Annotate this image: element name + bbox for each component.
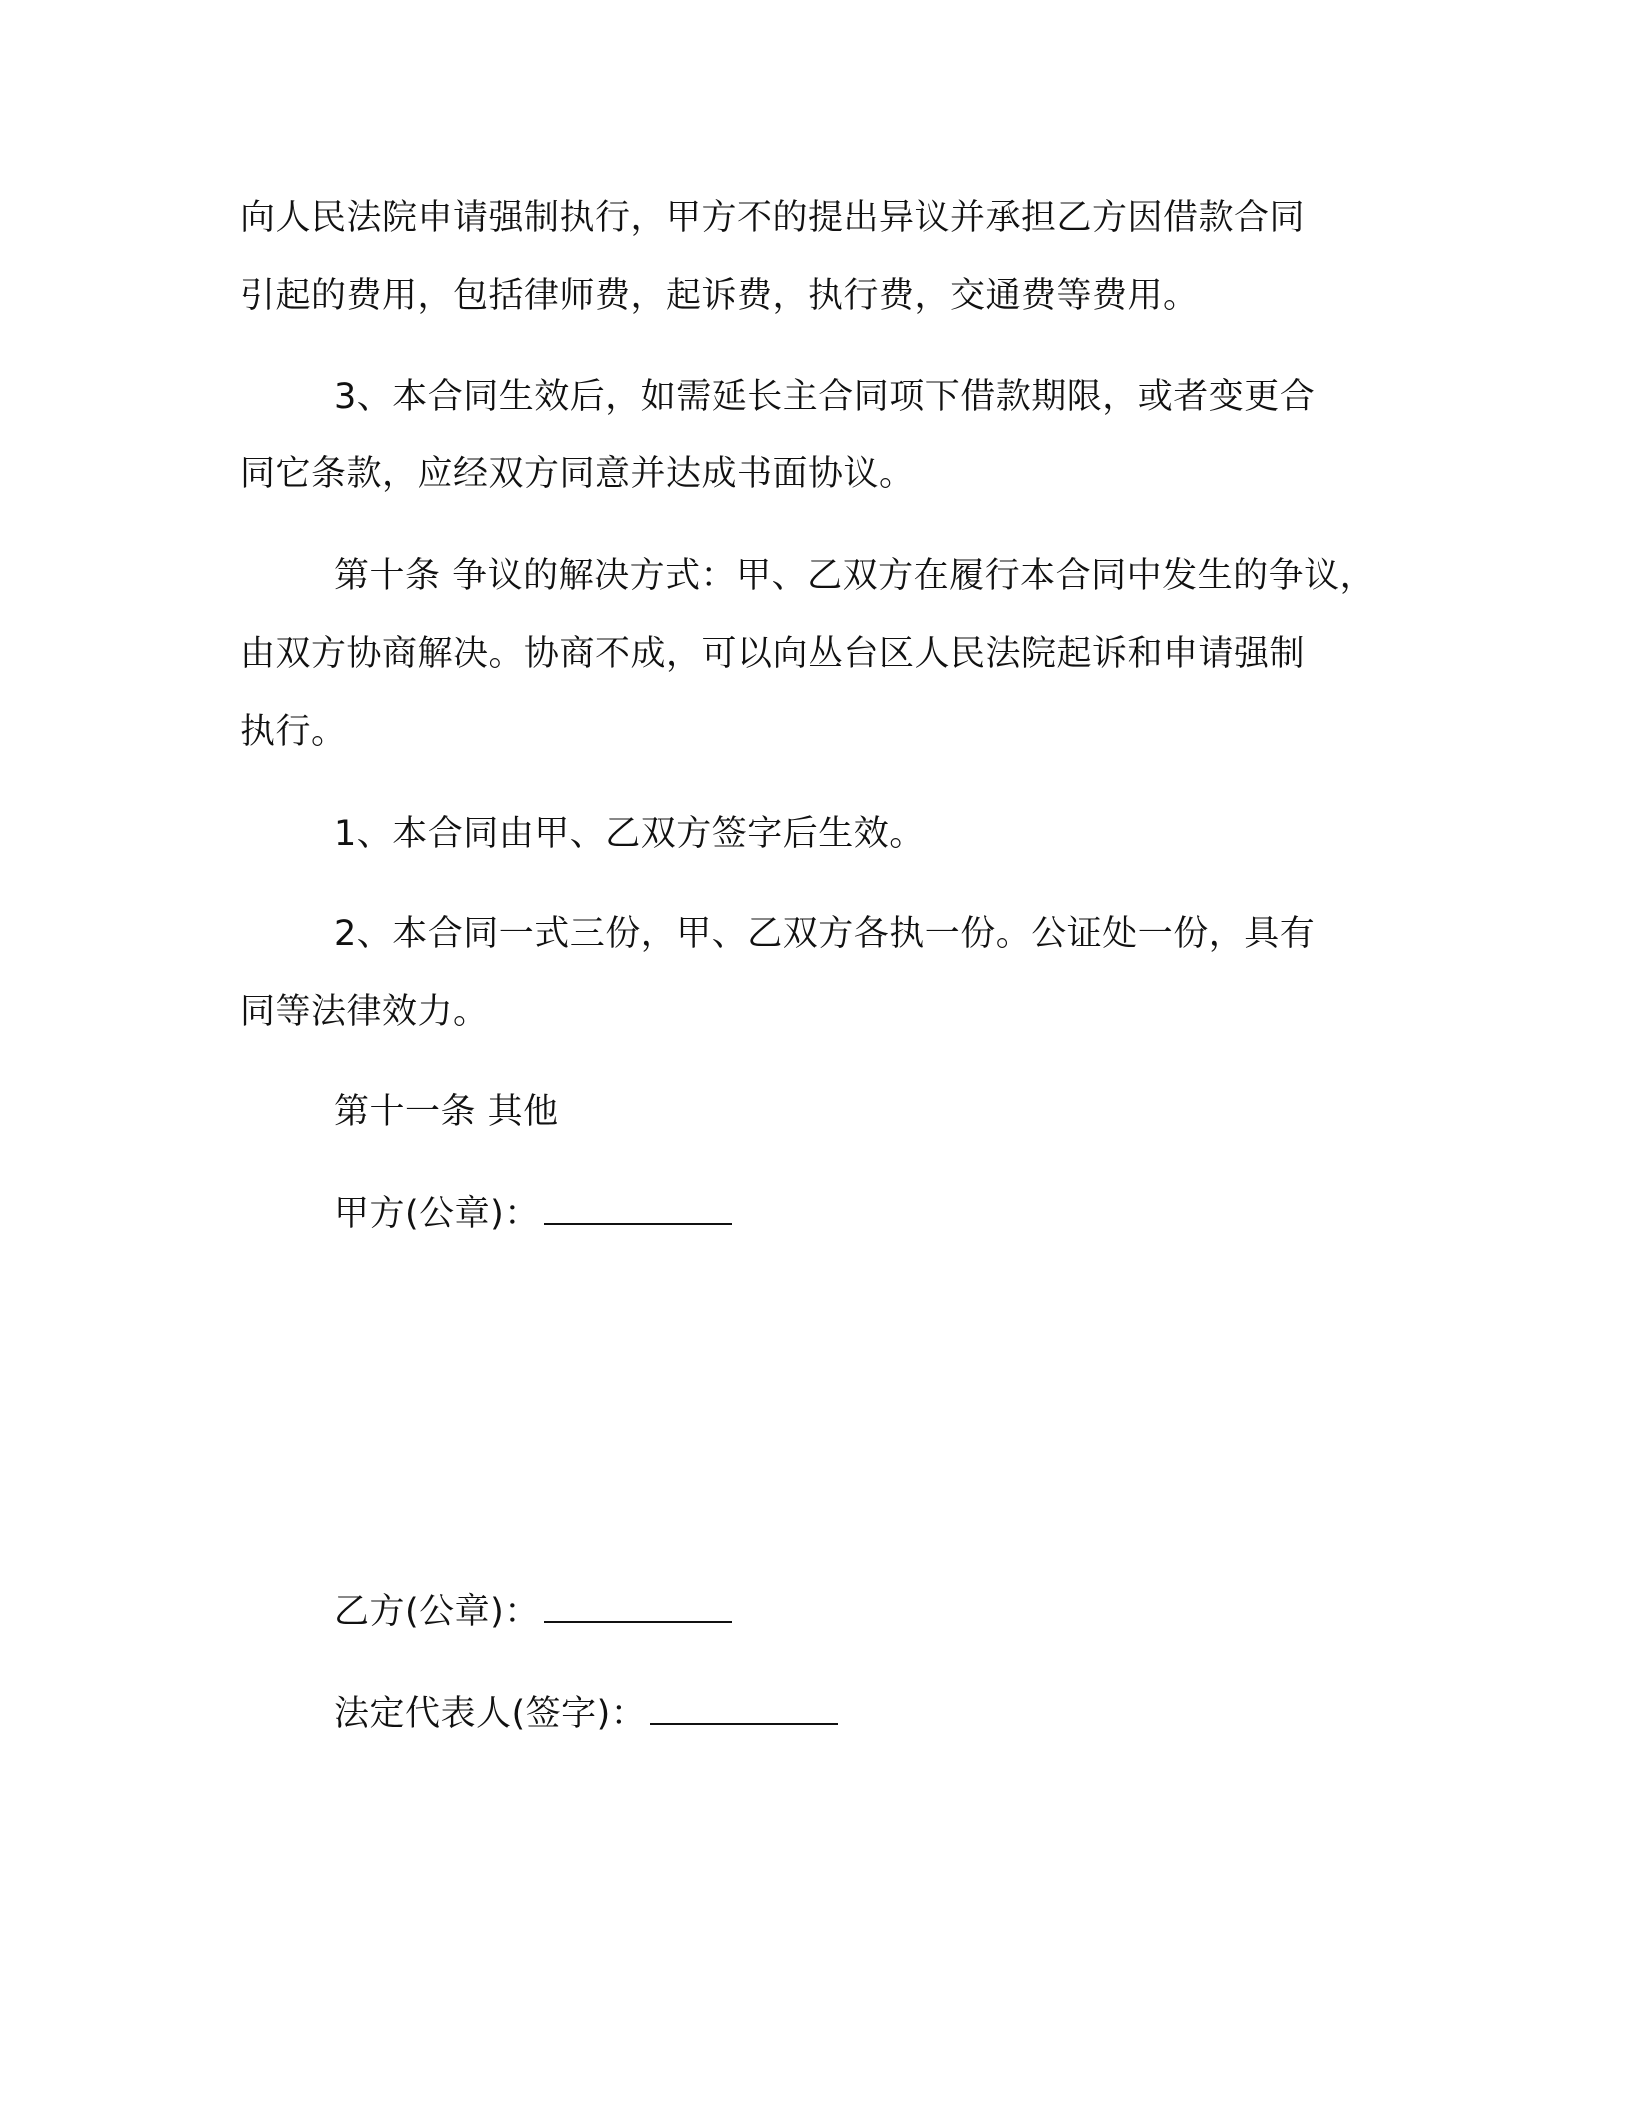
text-line: 2、本合同一式三份，甲、乙双方各执一份。公证处一份，具有 bbox=[334, 914, 1316, 954]
party-b-signature-blank[interactable] bbox=[544, 1591, 732, 1623]
legal-rep-signature-row bbox=[334, 1692, 838, 1736]
text-line: 同等法律效力。 bbox=[240, 992, 489, 1032]
text-line: 由双方协商解决。协商不成，可以向丛台区人民法院起诉和申请强制 bbox=[240, 634, 1306, 674]
text-line: 3、本合同生效后，如需延长主合同项下借款期限，或者变更合 bbox=[334, 377, 1316, 417]
party-a-label: 甲方(公章)： bbox=[334, 1194, 540, 1234]
party-b-label: 乙方(公章)： bbox=[334, 1592, 540, 1632]
legal-rep-label: 法定代表人(签字)： bbox=[334, 1694, 647, 1734]
party-a-signature-blank[interactable] bbox=[544, 1193, 732, 1225]
text-line: 同它条款，应经双方同意并达成书面协议。 bbox=[240, 454, 915, 494]
section-heading: 第十一条 其他 bbox=[334, 1092, 559, 1132]
text-line: 向人民法院申请强制执行，甲方不的提出异议并承担乙方因借款合同 bbox=[240, 198, 1306, 238]
party-a-signature-row bbox=[334, 1192, 732, 1236]
text-line: 第十条 争议的解决方式：甲、乙双方在履行本合同中发生的争议， bbox=[334, 556, 1376, 596]
text-line: 1、本合同由甲、乙双方签字后生效。 bbox=[334, 814, 925, 854]
text-line: 引起的费用，包括律师费，起诉费，执行费，交通费等费用。 bbox=[240, 276, 1199, 316]
party-b-signature-row bbox=[334, 1590, 732, 1634]
text-line: 执行。 bbox=[240, 712, 347, 752]
legal-rep-signature-blank[interactable] bbox=[650, 1693, 838, 1725]
